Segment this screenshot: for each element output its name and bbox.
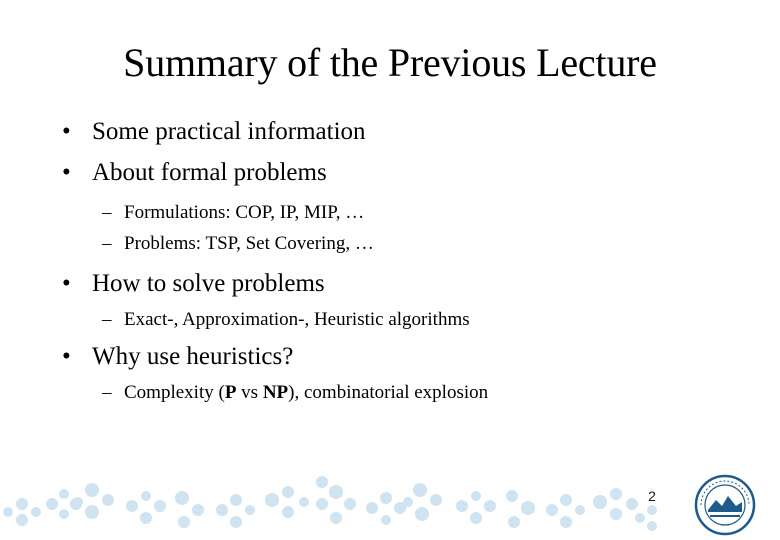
bullet-text: About formal problems [92,159,327,186]
sub-bullet-item [102,200,364,226]
sub-bullet-text-post: ), combinatorial explosion [288,382,489,403]
sub-bullet-item [102,307,470,333]
bold-term-np: NP [262,382,289,403]
sub-bullet-item [102,231,374,257]
sub-bullet-text: Exact-, Approximation-, Heuristic algorithms [124,309,470,330]
bullet-item [62,268,325,300]
bullet-text: How to solve problems [92,270,325,297]
bullet-item [62,157,327,189]
page-number: 2 [648,488,656,504]
sub-bullet-text: Formulations: COP, IP, MIP, … [124,202,365,223]
sub-bullet-text-mid: vs [236,382,263,403]
bullet-text: Why use heuristics? [92,343,294,370]
sub-bullet-marker: – [102,309,112,330]
bold-term-p: P [224,382,237,403]
decorative-pattern [0,460,660,540]
bullet-marker: • [62,343,71,370]
sub-bullet-marker: – [102,382,112,403]
bullet-marker: • [62,270,71,297]
bullet-text: Some practical information [92,118,366,145]
sub-bullet-marker: – [102,233,112,254]
bullet-item [62,116,366,148]
bullet-item [62,341,293,373]
sub-bullet-text: Problems: TSP, Set Covering, … [124,233,374,254]
sub-bullet-item [102,380,488,406]
slide-title: Summary of the Previous Lecture [123,40,657,85]
bullet-marker: • [62,118,71,145]
sub-bullet-marker: – [102,202,112,223]
college-logo-icon [694,474,756,536]
bullet-marker: • [62,159,71,186]
sub-bullet-text-pre: Complexity ( [124,382,225,403]
